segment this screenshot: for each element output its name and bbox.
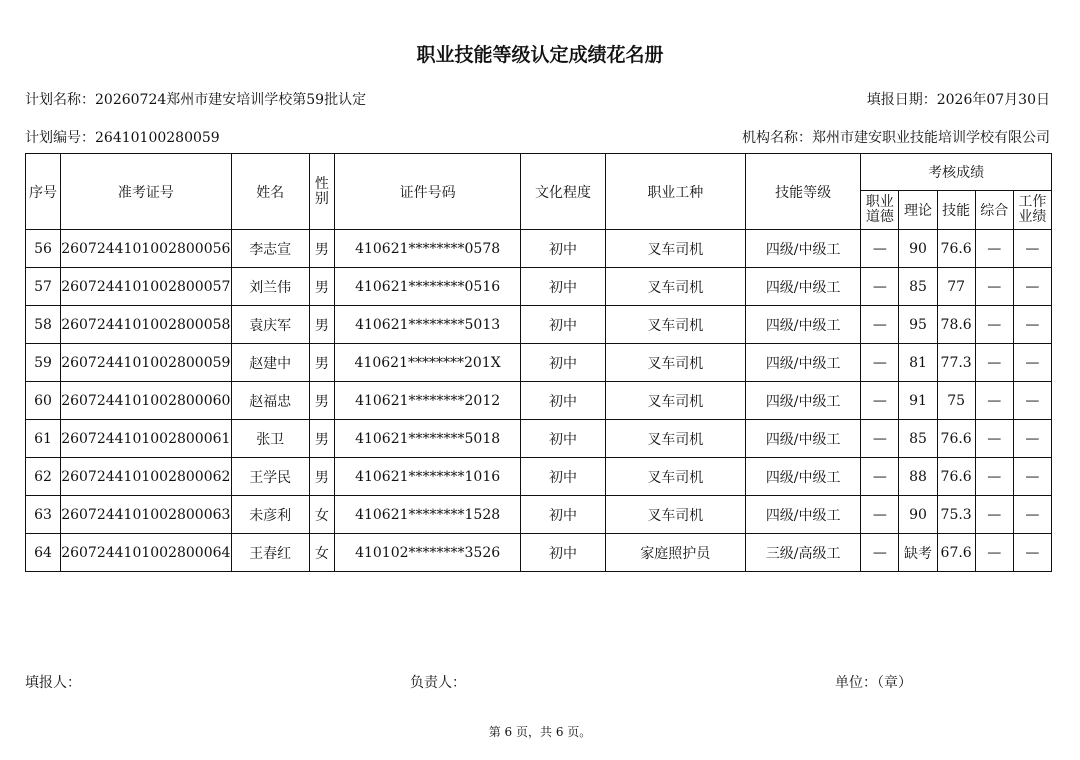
cell-theory: 88	[899, 458, 937, 496]
plan-number-value: 26410100280059	[95, 130, 220, 146]
header-education: 文化程度	[521, 154, 605, 230]
cell-ethics: —	[861, 458, 899, 496]
table-row	[26, 534, 1052, 572]
cell-comprehensive: —	[975, 344, 1013, 382]
cell-id-no: 410621********2012	[334, 382, 521, 420]
cell-gender: 男	[309, 344, 334, 382]
cell-id-no: 410621********0578	[334, 230, 521, 268]
cell-theory: 85	[899, 420, 937, 458]
cell-work-perf: —	[1013, 420, 1051, 458]
cell-level: 四级/中级工	[746, 420, 861, 458]
cell-level: 四级/中级工	[746, 458, 861, 496]
cell-gender: 男	[309, 420, 334, 458]
cell-skill: 75.3	[937, 496, 975, 534]
cell-theory: 91	[899, 382, 937, 420]
header-comprehensive: 综合	[975, 191, 1013, 230]
cell-ethics: —	[861, 268, 899, 306]
cell-comprehensive: —	[975, 306, 1013, 344]
cell-gender: 男	[309, 458, 334, 496]
header-occupation: 职业工种	[605, 154, 745, 230]
cell-ethics: —	[861, 420, 899, 458]
cell-occupation: 叉车司机	[605, 344, 745, 382]
cell-occupation: 叉车司机	[605, 382, 745, 420]
cell-level: 四级/中级工	[746, 268, 861, 306]
cell-exam-no: 2607244101002800060	[61, 382, 231, 420]
cell-level: 三级/高级工	[746, 534, 861, 572]
cell-seq: 63	[26, 496, 61, 534]
cell-ethics: —	[861, 496, 899, 534]
cell-name: 李志宣	[231, 230, 309, 268]
table-row	[26, 268, 1052, 306]
cell-ethics: —	[861, 230, 899, 268]
header-gender: 性别	[309, 154, 334, 230]
cell-work-perf: —	[1013, 382, 1051, 420]
cell-skill: 76.6	[937, 458, 975, 496]
cell-level: 四级/中级工	[746, 306, 861, 344]
cell-name: 刘兰伟	[231, 268, 309, 306]
plan-name-label: 计划名称：	[25, 92, 95, 108]
table-row	[26, 344, 1052, 382]
cell-id-no: 410102********3526	[334, 534, 521, 572]
cell-id-no: 410621********201X	[334, 344, 521, 382]
cell-gender: 女	[309, 534, 334, 572]
cell-skill: 77.3	[937, 344, 975, 382]
cell-comprehensive: —	[975, 534, 1013, 572]
header-id-no: 证件号码	[334, 154, 521, 230]
cell-id-no: 410621********1016	[334, 458, 521, 496]
cell-gender: 男	[309, 382, 334, 420]
cell-skill: 67.6	[937, 534, 975, 572]
cell-name: 王学民	[231, 458, 309, 496]
cell-id-no: 410621********1528	[334, 496, 521, 534]
cell-comprehensive: —	[975, 382, 1013, 420]
cell-work-perf: —	[1013, 534, 1051, 572]
cell-work-perf: —	[1013, 268, 1051, 306]
cell-work-perf: —	[1013, 458, 1051, 496]
cell-theory: 85	[899, 268, 937, 306]
cell-seq: 59	[26, 344, 61, 382]
header-ethics: 职业道德	[861, 191, 899, 230]
cell-theory: 缺考	[899, 534, 937, 572]
cell-work-perf: —	[1013, 230, 1051, 268]
cell-skill: 76.6	[937, 230, 975, 268]
cell-seq: 60	[26, 382, 61, 420]
cell-work-perf: —	[1013, 344, 1051, 382]
cell-gender: 男	[309, 230, 334, 268]
plan-number-label: 计划编号：	[25, 130, 95, 146]
cell-comprehensive: —	[975, 496, 1013, 534]
header-exam-no: 准考证号	[61, 154, 231, 230]
plan-number	[25, 127, 220, 147]
cell-name: 赵福忠	[231, 382, 309, 420]
cell-ethics: —	[861, 534, 899, 572]
cell-comprehensive: —	[975, 268, 1013, 306]
cell-theory: 90	[899, 230, 937, 268]
header-name: 姓名	[231, 154, 309, 230]
cell-theory: 95	[899, 306, 937, 344]
header-seq: 序号	[26, 154, 61, 230]
table-row	[26, 496, 1052, 534]
cell-id-no: 410621********5018	[334, 420, 521, 458]
cell-seq: 56	[26, 230, 61, 268]
cell-occupation: 叉车司机	[605, 496, 745, 534]
cell-level: 四级/中级工	[746, 344, 861, 382]
cell-education: 初中	[521, 230, 605, 268]
table-row	[26, 382, 1052, 420]
cell-seq: 64	[26, 534, 61, 572]
cell-gender: 女	[309, 496, 334, 534]
cell-id-no: 410621********0516	[334, 268, 521, 306]
cell-occupation: 叉车司机	[605, 306, 745, 344]
cell-work-perf: —	[1013, 306, 1051, 344]
cell-skill: 76.6	[937, 420, 975, 458]
cell-name: 未彦利	[231, 496, 309, 534]
cell-seq: 62	[26, 458, 61, 496]
cell-ethics: —	[861, 306, 899, 344]
cell-name: 袁庆军	[231, 306, 309, 344]
cell-education: 初中	[521, 344, 605, 382]
cell-work-perf: —	[1013, 496, 1051, 534]
cell-comprehensive: —	[975, 458, 1013, 496]
cell-exam-no: 2607244101002800064	[61, 534, 231, 572]
cell-occupation: 叉车司机	[605, 230, 745, 268]
cell-education: 初中	[521, 458, 605, 496]
unit-seal: 单位：（章）	[835, 675, 912, 691]
cell-name: 王春红	[231, 534, 309, 572]
cell-comprehensive: —	[975, 230, 1013, 268]
filler-signature: 填报人：	[25, 675, 81, 691]
responsible-signature: 负责人：	[410, 675, 466, 691]
fill-date-value: 2026年07月30日	[936, 92, 1050, 108]
header-scores-group: 考核成绩	[861, 154, 1052, 191]
org-name-value: 郑州市建安职业技能培训学校有限公司	[812, 130, 1050, 146]
cell-level: 四级/中级工	[746, 230, 861, 268]
score-roster-table	[25, 153, 1052, 572]
table-row	[26, 306, 1052, 344]
org-name	[742, 127, 1050, 147]
cell-occupation: 叉车司机	[605, 458, 745, 496]
cell-gender: 男	[309, 306, 334, 344]
table-row	[26, 420, 1052, 458]
cell-level: 四级/中级工	[746, 382, 861, 420]
cell-name: 赵建中	[231, 344, 309, 382]
cell-education: 初中	[521, 306, 605, 344]
org-name-label: 机构名称：	[742, 130, 812, 146]
cell-education: 初中	[521, 382, 605, 420]
cell-education: 初中	[521, 534, 605, 572]
cell-id-no: 410621********5013	[334, 306, 521, 344]
cell-skill: 75	[937, 382, 975, 420]
fill-date-label: 填报日期：	[866, 92, 937, 108]
cell-skill: 78.6	[937, 306, 975, 344]
plan-name-value: 20260724郑州市建安培训学校第59批认定	[95, 92, 367, 108]
table-row	[26, 230, 1052, 268]
cell-name: 张卫	[231, 420, 309, 458]
cell-level: 四级/中级工	[746, 496, 861, 534]
header-skill: 技能	[937, 191, 975, 230]
cell-theory: 90	[899, 496, 937, 534]
cell-seq: 61	[26, 420, 61, 458]
cell-exam-no: 2607244101002800056	[61, 230, 231, 268]
header-theory: 理论	[899, 191, 937, 230]
cell-exam-no: 2607244101002800062	[61, 458, 231, 496]
fill-date	[867, 89, 1050, 109]
cell-comprehensive: —	[975, 420, 1013, 458]
table-row	[26, 458, 1052, 496]
cell-occupation: 家庭照护员	[605, 534, 745, 572]
page-number: 第 6 页，共 6 页。	[488, 725, 592, 739]
cell-education: 初中	[521, 496, 605, 534]
cell-occupation: 叉车司机	[605, 420, 745, 458]
cell-ethics: —	[861, 344, 899, 382]
cell-education: 初中	[521, 268, 605, 306]
cell-skill: 77	[937, 268, 975, 306]
cell-exam-no: 2607244101002800061	[61, 420, 231, 458]
cell-exam-no: 2607244101002800063	[61, 496, 231, 534]
cell-seq: 58	[26, 306, 61, 344]
cell-exam-no: 2607244101002800057	[61, 268, 231, 306]
cell-gender: 男	[309, 268, 334, 306]
cell-exam-no: 2607244101002800058	[61, 306, 231, 344]
header-skill-level: 技能等级	[746, 154, 861, 230]
cell-education: 初中	[521, 420, 605, 458]
plan-name	[25, 89, 366, 109]
cell-occupation: 叉车司机	[605, 268, 745, 306]
cell-theory: 81	[899, 344, 937, 382]
cell-seq: 57	[26, 268, 61, 306]
cell-exam-no: 2607244101002800059	[61, 344, 231, 382]
cell-ethics: —	[861, 382, 899, 420]
header-work-perf: 工作业绩	[1013, 191, 1051, 230]
page-title: 职业技能等级认定成绩花名册	[416, 44, 664, 66]
